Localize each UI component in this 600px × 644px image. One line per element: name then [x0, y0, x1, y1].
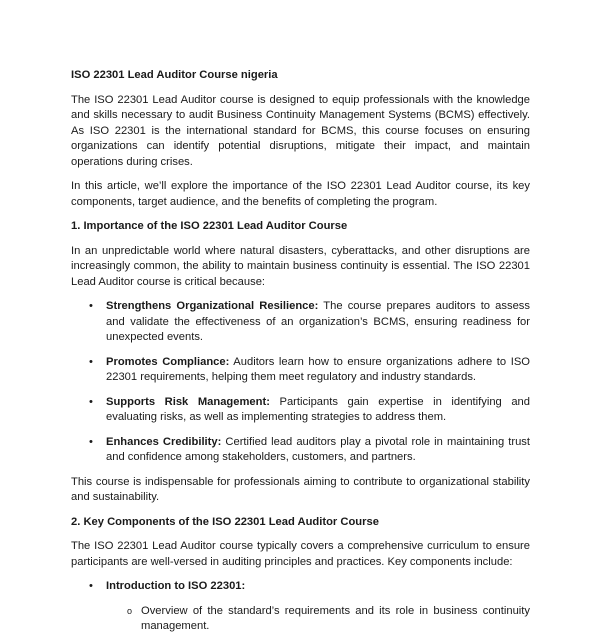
- list-item: [71, 299, 530, 346]
- sub-bullet-list: [106, 604, 530, 635]
- section-1-bullet-list: [71, 299, 530, 466]
- list-item: [71, 579, 530, 635]
- sub-bullet-text: Overview of the standard’s requirements and its role in business continuity management.: [141, 604, 530, 632]
- bullet-label: Enhances Credibility:: [106, 435, 222, 448]
- section-2-bullet-list: [71, 579, 530, 635]
- section-2-paragraph: The ISO 22301 Lead Auditor course typically covers a comprehensive curriculum to ensure participants are well-versed in auditing principles and practices. Key components include:: [71, 540, 530, 568]
- bullet-icon: •: [89, 300, 93, 312]
- list-item: [71, 435, 530, 466]
- list-item: [71, 355, 530, 386]
- bullet-text: The course prepares auditors to assess and validate the effectiveness of an organization’s BCMS, ensuring readiness for unexpected events.: [106, 300, 530, 343]
- bullet-text: Participants gain expertise in identifying and evaluating risks, as well as implementing strategies to address them.: [106, 395, 530, 423]
- intro-paragraph-1: The ISO 22301 Lead Auditor course is designed to equip professionals with the knowledge and skills necessary to audit Business Continuity Management Systems (BCMS) effectively. As ISO 22301 is the international standard for BCMS, this course focuses on ensuring organizations can identify potential disruptions, mitigate their impact, and maintain operations during crises.: [71, 93, 530, 168]
- intro-paragraph-2: In this article, we’ll explore the importance of the ISO 22301 Lead Auditor course, its key components, target audience, and the benefits of completing the program.: [71, 180, 530, 208]
- section-2-heading: 2. Key Components of the ISO 22301 Lead Auditor Course: [71, 515, 379, 528]
- sub-list-item: [106, 604, 530, 635]
- section-1-closing: This course is indispensable for professionals aiming to contribute to organizational stability and sustainability.: [71, 475, 530, 503]
- section-1-paragraph: In an unpredictable world where natural disasters, cyberattacks, and other disruptions are increasingly common, the ability to maintain business continuity is essential. The ISO 22301 Lead Auditor course is critical because:: [71, 244, 530, 288]
- document-title: ISO 22301 Lead Auditor Course nigeria: [71, 69, 278, 81]
- bullet-icon: •: [89, 580, 93, 592]
- bullet-icon: •: [89, 395, 93, 408]
- bullet-label: Promotes Compliance:: [106, 355, 230, 368]
- section-1-heading: 1. Importance of the ISO 22301 Lead Auditor Course: [71, 220, 348, 232]
- bullet-icon: •: [89, 435, 93, 448]
- bullet-text: Auditors learn how to ensure organizations adhere to ISO 22301 requirements, helping them meet regulatory and industry standards.: [106, 355, 530, 383]
- bullet-label: Strengthens Organizational Resilience:: [106, 300, 319, 312]
- bullet-icon: •: [89, 355, 93, 368]
- bullet-label: Introduction to ISO 22301:: [106, 580, 246, 592]
- list-item: [71, 395, 530, 426]
- bullet-label: Supports Risk Management:: [106, 395, 270, 408]
- bullet-text: Certified lead auditors play a pivotal role in maintaining trust and confidence among stakeholders, customers, and partners.: [106, 435, 530, 463]
- circle-bullet-icon: o: [127, 605, 133, 616]
- document-page: [71, 68, 530, 644]
